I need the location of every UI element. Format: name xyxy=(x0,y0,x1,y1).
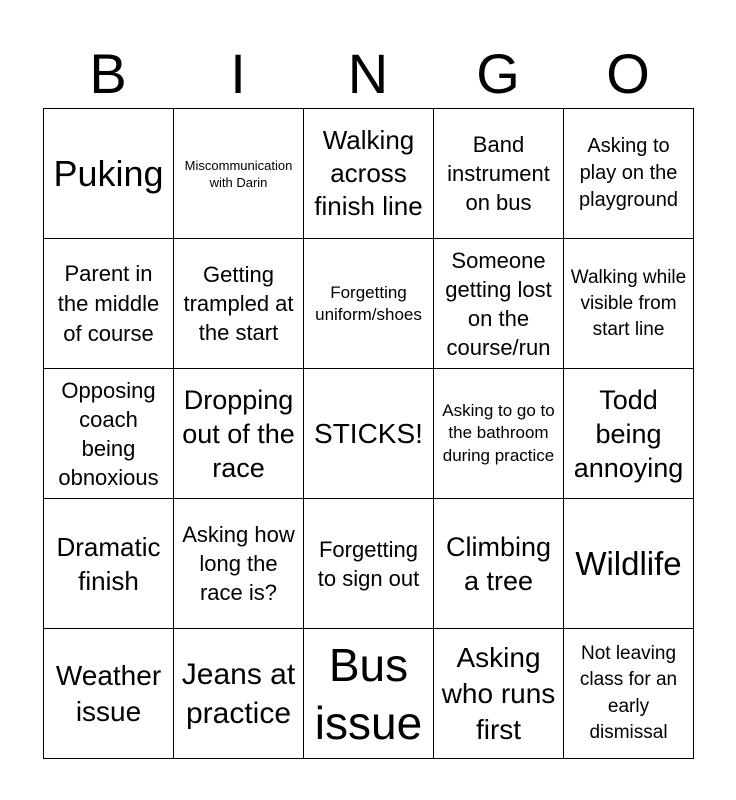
bingo-cell[interactable] xyxy=(44,499,174,629)
cell-text: Someone getting lost on the course/run xyxy=(445,247,552,360)
bingo-cell[interactable] xyxy=(564,369,694,499)
cell-text: Parent in the middle of course xyxy=(57,260,160,346)
cell-text: Asking how long the race is? xyxy=(182,522,295,605)
bingo-cell[interactable] xyxy=(44,239,174,369)
bingo-cell[interactable] xyxy=(564,109,694,239)
cell-text: Dramatic finish xyxy=(56,531,161,596)
cell-text: Puking xyxy=(53,152,164,194)
cell-text: Opposing coach being obnoxious xyxy=(58,377,159,490)
bingo-cell[interactable] xyxy=(564,499,694,629)
cell-text: Asking who runs first xyxy=(441,641,556,745)
bingo-board xyxy=(43,108,694,759)
cell-text: Bus issue xyxy=(314,638,423,749)
cell-text: Walking while visible from start line xyxy=(570,266,687,340)
bingo-header xyxy=(43,40,693,108)
cell-text: Asking to play on the playground xyxy=(579,135,678,211)
bingo-cell[interactable] xyxy=(304,239,434,369)
cell-text: Miscommunication with Darin xyxy=(184,157,293,190)
cell-text: Getting trampled at the start xyxy=(183,262,294,345)
header-letter-b: B xyxy=(89,42,127,105)
bingo-cell[interactable] xyxy=(434,499,564,629)
bingo-cell[interactable] xyxy=(564,629,694,759)
bingo-cell[interactable] xyxy=(174,629,304,759)
cell-text: Not leaving class for an early dismissal xyxy=(579,642,678,743)
bingo-cell[interactable] xyxy=(434,629,564,759)
cell-text: Asking to go to the bathroom during practice xyxy=(442,400,555,465)
cell-text: STICKS! xyxy=(314,417,423,449)
bingo-cell[interactable] xyxy=(304,629,434,759)
cell-text: Weather issue xyxy=(55,659,162,727)
cell-text: Walking across finish line xyxy=(314,125,423,221)
bingo-cell[interactable] xyxy=(304,369,434,499)
bingo-cell[interactable] xyxy=(174,499,304,629)
header-letter-i: I xyxy=(230,42,246,105)
bingo-cell[interactable] xyxy=(44,629,174,759)
cell-text: Forgetting uniform/shoes xyxy=(315,282,422,324)
cell-text: Todd being annoying xyxy=(573,384,684,483)
cell-text: Dropping out of the race xyxy=(182,384,295,483)
bingo-cell[interactable] xyxy=(434,239,564,369)
bingo-cell[interactable] xyxy=(564,239,694,369)
bingo-cell[interactable] xyxy=(304,109,434,239)
bingo-cell[interactable] xyxy=(44,369,174,499)
header-letter-g: G xyxy=(476,42,520,105)
bingo-cell[interactable] xyxy=(174,109,304,239)
bingo-cell[interactable] xyxy=(174,239,304,369)
header-letter-o: O xyxy=(606,42,650,105)
bingo-cell[interactable] xyxy=(434,369,564,499)
bingo-cell[interactable] xyxy=(44,109,174,239)
cell-text: Forgetting to sign out xyxy=(317,536,420,591)
cell-text: Jeans at practice xyxy=(181,657,296,730)
bingo-cell[interactable] xyxy=(304,499,434,629)
cell-text: Climbing a tree xyxy=(445,531,552,596)
cell-text: Band instrument on bus xyxy=(447,132,550,215)
cell-text: Wildlife xyxy=(575,544,682,582)
bingo-cell[interactable] xyxy=(174,369,304,499)
bingo-cell[interactable] xyxy=(434,109,564,239)
header-letter-n: N xyxy=(347,42,389,105)
